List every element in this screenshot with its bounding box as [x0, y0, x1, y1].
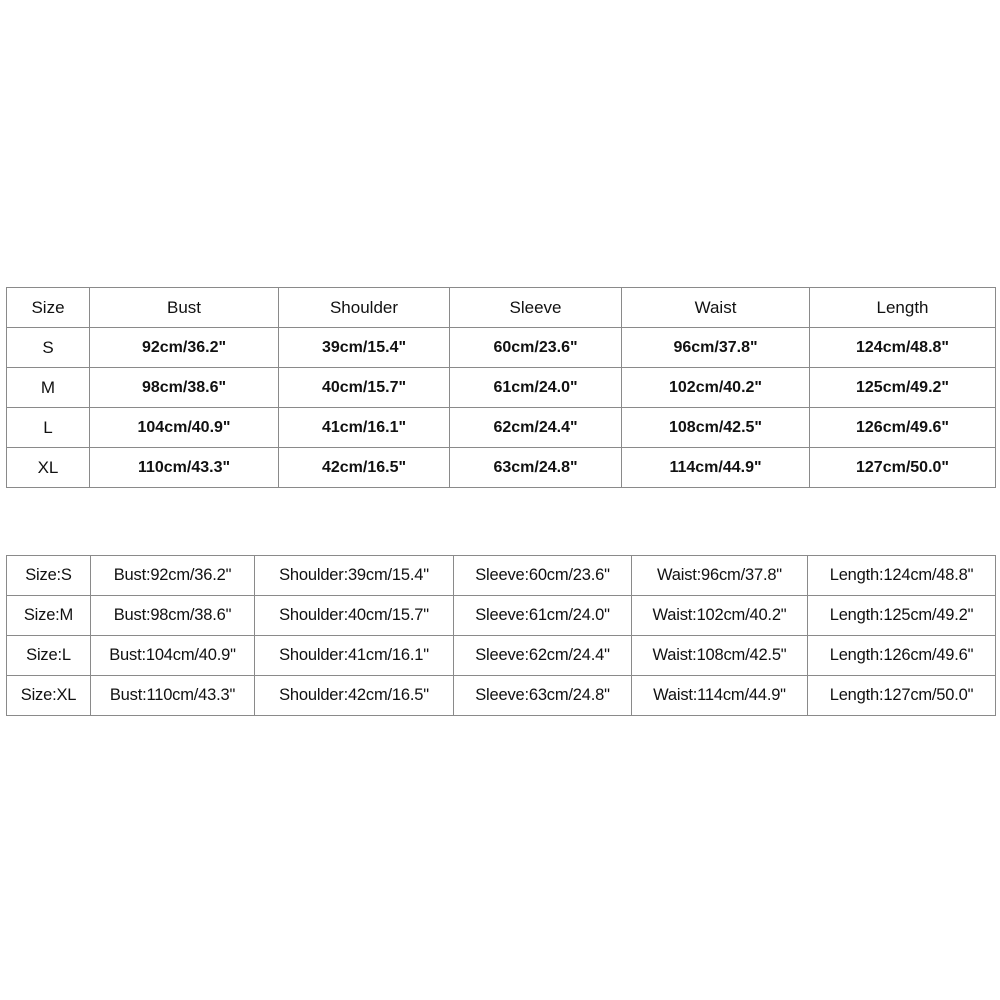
shoulder-cell: 42cm/16.5" — [279, 448, 450, 488]
table-row — [7, 328, 996, 368]
size-cell: L — [7, 408, 90, 448]
column-header-size: Size — [7, 288, 90, 328]
length-cell: Length:127cm/50.0" — [808, 676, 996, 716]
waist-cell: Waist:114cm/44.9" — [632, 676, 808, 716]
length-cell: Length:126cm/49.6" — [808, 636, 996, 676]
sleeve-cell: Sleeve:63cm/24.8" — [454, 676, 632, 716]
sleeve-cell: Sleeve:60cm/23.6" — [454, 556, 632, 596]
bust-cell: Bust:110cm/43.3" — [91, 676, 255, 716]
waist-cell: Waist:102cm/40.2" — [632, 596, 808, 636]
length-cell: 125cm/49.2" — [810, 368, 996, 408]
sleeve-cell: 63cm/24.8" — [450, 448, 622, 488]
length-cell: 127cm/50.0" — [810, 448, 996, 488]
size-cell: M — [7, 368, 90, 408]
column-header-waist: Waist — [622, 288, 810, 328]
waist-cell: Waist:108cm/42.5" — [632, 636, 808, 676]
size-cell: Size:S — [7, 556, 91, 596]
shoulder-cell: 39cm/15.4" — [279, 328, 450, 368]
size-cell: Size:L — [7, 636, 91, 676]
bust-cell: 98cm/38.6" — [90, 368, 279, 408]
bust-cell: 92cm/36.2" — [90, 328, 279, 368]
table-row — [7, 556, 996, 596]
length-cell: 124cm/48.8" — [810, 328, 996, 368]
shoulder-cell: 41cm/16.1" — [279, 408, 450, 448]
waist-cell: Waist:96cm/37.8" — [632, 556, 808, 596]
size-cell: Size:XL — [7, 676, 91, 716]
length-cell: Length:124cm/48.8" — [808, 556, 996, 596]
size-chart-table — [6, 287, 996, 488]
size-list-table — [6, 555, 996, 716]
shoulder-cell: Shoulder:40cm/15.7" — [255, 596, 454, 636]
sleeve-cell: 60cm/23.6" — [450, 328, 622, 368]
bust-cell: 110cm/43.3" — [90, 448, 279, 488]
table-row — [7, 636, 996, 676]
table-row — [7, 408, 996, 448]
length-cell: Length:125cm/49.2" — [808, 596, 996, 636]
shoulder-cell: Shoulder:41cm/16.1" — [255, 636, 454, 676]
table-header-row — [7, 288, 996, 328]
bust-cell: 104cm/40.9" — [90, 408, 279, 448]
column-header-bust: Bust — [90, 288, 279, 328]
waist-cell: 96cm/37.8" — [622, 328, 810, 368]
sleeve-cell: 61cm/24.0" — [450, 368, 622, 408]
shoulder-cell: Shoulder:39cm/15.4" — [255, 556, 454, 596]
bust-cell: Bust:98cm/38.6" — [91, 596, 255, 636]
size-cell: Size:M — [7, 596, 91, 636]
waist-cell: 102cm/40.2" — [622, 368, 810, 408]
length-cell: 126cm/49.6" — [810, 408, 996, 448]
table-row — [7, 448, 996, 488]
table-row — [7, 368, 996, 408]
size-cell: XL — [7, 448, 90, 488]
shoulder-cell: Shoulder:42cm/16.5" — [255, 676, 454, 716]
waist-cell: 108cm/42.5" — [622, 408, 810, 448]
sleeve-cell: 62cm/24.4" — [450, 408, 622, 448]
bust-cell: Bust:104cm/40.9" — [91, 636, 255, 676]
waist-cell: 114cm/44.9" — [622, 448, 810, 488]
shoulder-cell: 40cm/15.7" — [279, 368, 450, 408]
sleeve-cell: Sleeve:62cm/24.4" — [454, 636, 632, 676]
table-row — [7, 676, 996, 716]
table-row — [7, 596, 996, 636]
size-cell: S — [7, 328, 90, 368]
column-header-sleeve: Sleeve — [450, 288, 622, 328]
column-header-length: Length — [810, 288, 996, 328]
sleeve-cell: Sleeve:61cm/24.0" — [454, 596, 632, 636]
column-header-shoulder: Shoulder — [279, 288, 450, 328]
bust-cell: Bust:92cm/36.2" — [91, 556, 255, 596]
